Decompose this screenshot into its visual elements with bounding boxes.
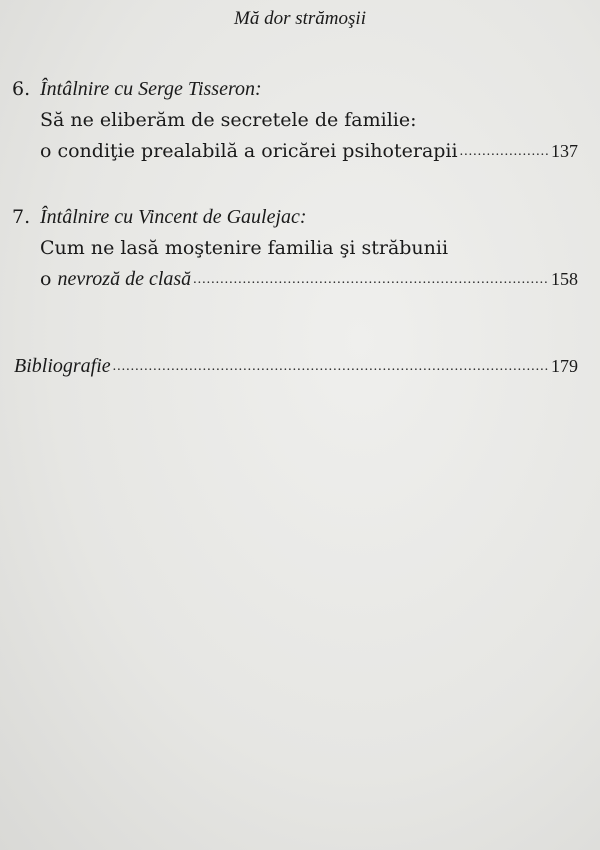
entry-title-line: Cum ne lasă moştenire familia şi străbunii (40, 237, 449, 259)
toc-entry-7 (12, 202, 578, 295)
toc-entry-6 (12, 74, 578, 167)
bibliography-label: Bibliografie (14, 355, 111, 377)
entry-heading: Întâlnire cu Serge Tisseron: (40, 78, 262, 100)
entry-heading: Întâlnire cu Vincent de Gaulejac: (40, 206, 307, 228)
entry-title-line: o condiţie prealabilă a oricărei psihoterapii (40, 140, 458, 162)
entry-number: 6. (12, 78, 31, 100)
entry-title-italic: nevroză de clasă (57, 268, 192, 290)
page-number: 158 (551, 269, 578, 289)
leader-dots (113, 351, 549, 382)
toc-entry-bibliography (14, 351, 578, 382)
page-number: 137 (551, 141, 578, 161)
entry-number: 7. (12, 206, 31, 228)
running-header: Mă dor strămoşii (234, 8, 366, 29)
page-number: 179 (551, 356, 578, 376)
entry-title-prefix: o (40, 268, 58, 290)
leader-dots (460, 136, 549, 167)
entry-title-line: Să ne eliberăm de secretele de familie: (40, 109, 417, 131)
leader-dots (193, 264, 549, 295)
